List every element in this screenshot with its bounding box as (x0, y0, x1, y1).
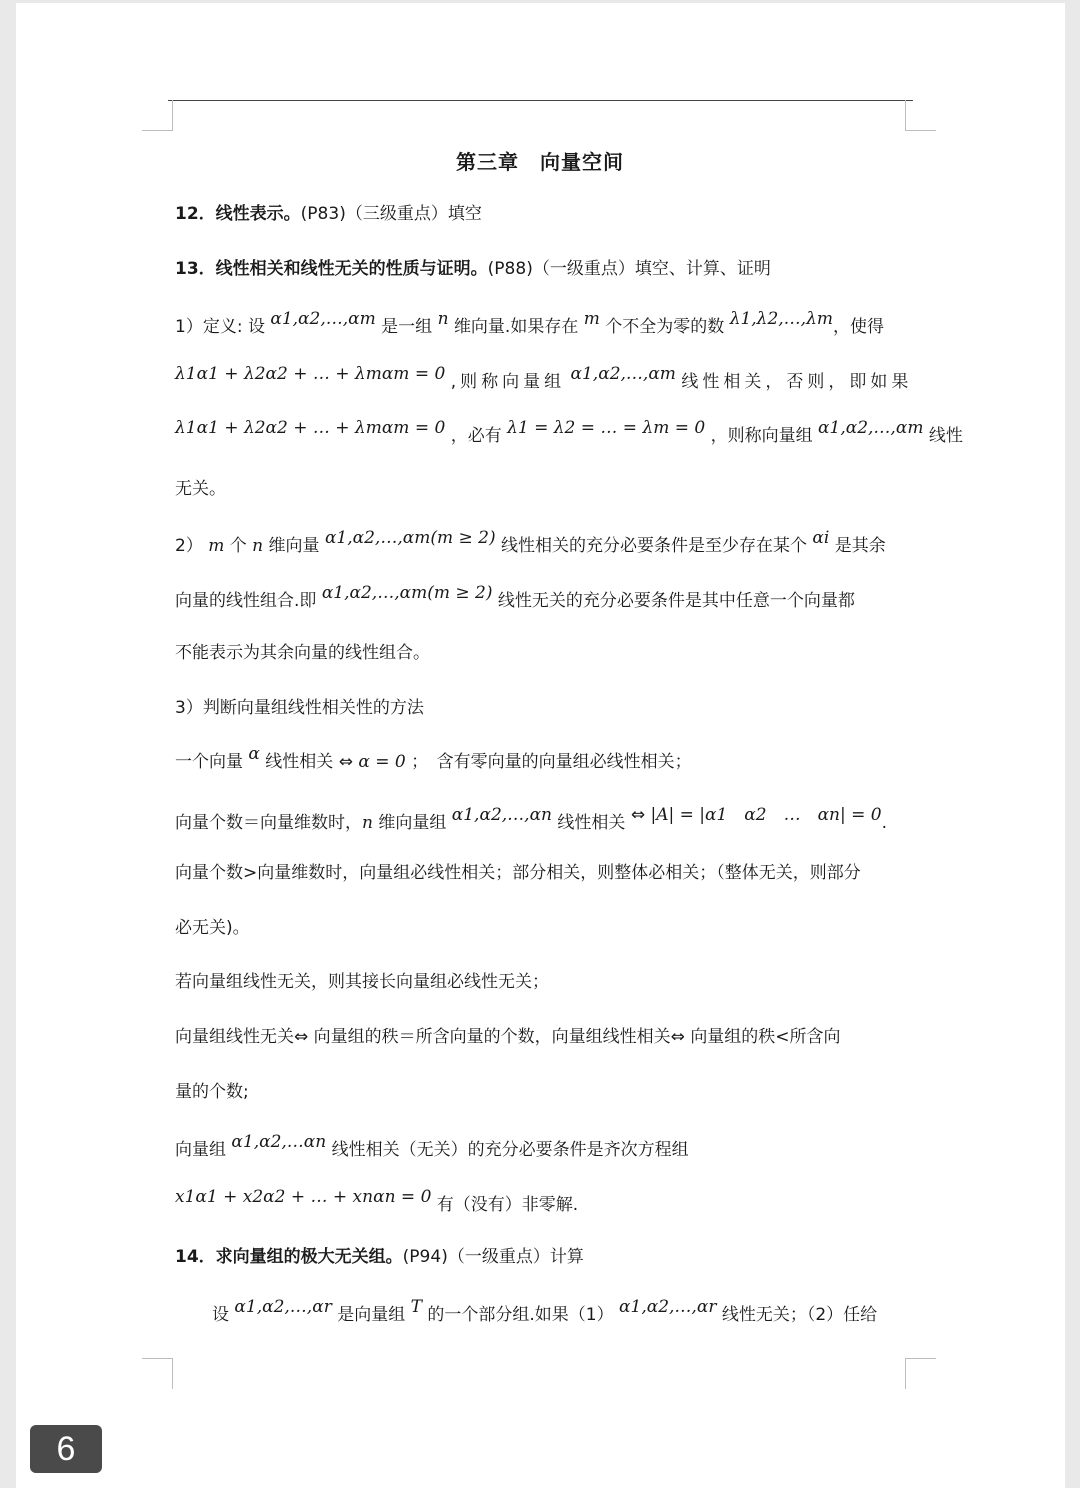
text: ,则称向量组 (450, 372, 566, 392)
math: α1,α2,…,αr (619, 1297, 717, 1317)
math: n (437, 309, 449, 329)
math: T (410, 1297, 422, 1317)
section-heading: 14．求向量组的极大无关组。 (175, 1247, 403, 1267)
chapter-title: 第三章 向量空间 (456, 150, 624, 174)
crop-mark-top-left (142, 100, 173, 131)
text: 线性 (928, 426, 963, 446)
text: 线性相关（无关）的充分必要条件是齐次方程组 (331, 1140, 689, 1160)
text: 向量的线性组合.即 (175, 591, 317, 611)
method-rule-2 (175, 805, 888, 835)
definition-line-2 (175, 364, 913, 394)
text: 线性相关 (265, 752, 334, 772)
section-note: (P83)（三级重点）填空 (300, 204, 482, 224)
math: α1,α2,…,αm(m ≥ 2) (324, 528, 496, 548)
method-rule-7: 量的个数; (175, 1082, 249, 1102)
text: 向量组的秩<所含向 (690, 1027, 841, 1047)
iff-symbol: ⇔ (294, 1027, 309, 1047)
definition-line-1 (175, 309, 884, 339)
iff-symbol: ⇔ (630, 805, 646, 825)
math: α1,α2,…αn (231, 1132, 327, 1152)
text: 维向量组 (378, 813, 447, 833)
math: λ1α1 + λ2α2 + … + λmαm = 0 (175, 418, 446, 438)
math: α1,α2,…,αn (451, 805, 552, 825)
method-rule-8 (175, 1132, 689, 1162)
section-14-line-1 (212, 1297, 878, 1327)
method-heading: 3）判断向量组线性相关性的方法 (175, 698, 424, 718)
crop-mark-bottom-left (142, 1358, 173, 1389)
math: n (362, 813, 373, 833)
method-rule-6 (175, 1025, 841, 1049)
text: ； 含有零向量的向量组必线性相关； (411, 752, 692, 772)
text: ，必有 (450, 426, 502, 446)
text: 线性相关，否则，即如果 (681, 372, 913, 392)
math: λ1 = λ2 = … = λm = 0 (507, 418, 706, 438)
text: 线性无关；（2）任给 (721, 1305, 878, 1325)
math: αi (812, 528, 830, 548)
text: 是一组 (381, 317, 433, 337)
method-rule-5: 若向量组线性无关，则其接长向量组必线性无关； (175, 972, 549, 992)
text: 个不全为零的数 (605, 317, 725, 337)
text: 向量个数＝向量维数时， (175, 813, 362, 833)
method-rule-9 (175, 1187, 579, 1217)
text: 维向量 (268, 536, 320, 556)
text: ，则称向量组 (710, 426, 813, 446)
text: 向量组 (175, 1140, 226, 1160)
section-13 (175, 257, 771, 281)
text: 有（没有）非零解. (436, 1195, 579, 1215)
definition-line-3 (175, 418, 963, 448)
text: 是其余 (834, 536, 886, 556)
section-note: (P88)（一级重点）填空、计算、证明 (487, 259, 771, 279)
property-2-line-1 (175, 528, 886, 558)
text: 线性无关的充分必要条件是其中任意一个向量都 (497, 591, 855, 611)
text: 1）定义: 设 (175, 317, 265, 337)
text: 一个向量 (175, 752, 243, 772)
math: α1,α2,…,αm(m ≥ 2) (321, 583, 493, 603)
text: 个 (229, 536, 247, 556)
math: α = 0 (358, 752, 406, 772)
text: 2） (175, 536, 203, 556)
section-14 (175, 1245, 584, 1269)
crop-mark-bottom-right (905, 1358, 936, 1389)
math: m (208, 536, 225, 556)
text: 的一个部分组.如果（1） (427, 1305, 614, 1325)
text: 线性相关 (557, 813, 626, 833)
text: 线性相关的充分必要条件是至少存在某个 (501, 536, 807, 556)
math: λ1α1 + λ2α2 + … + λmαm = 0 (175, 364, 446, 384)
text: 设 (212, 1305, 229, 1325)
math: x1α1 + x2α2 + … + xnαn = 0 (175, 1187, 432, 1207)
math: α1,α2,…,αm (818, 418, 924, 438)
math: n (252, 536, 264, 556)
math: λ1,λ2,…,λm (729, 309, 833, 329)
method-rule-4: 必无关)。 (175, 918, 250, 938)
header-rule (168, 100, 913, 101)
section-12 (175, 202, 482, 226)
text: . (881, 813, 888, 833)
text: ，使得 (832, 317, 884, 337)
section-note: (P94)（一级重点）计算 (402, 1247, 584, 1267)
math: α1,α2,…,αm (270, 309, 376, 329)
method-rule-3: 向量个数>向量维数时，向量组必线性相关；部分相关，则整体必相关；（整体无关，则部分 (175, 863, 861, 883)
math: m (583, 309, 600, 329)
definition-line-4: 无关。 (175, 479, 226, 499)
method-rule-1 (175, 744, 692, 774)
text: 维向量.如果存在 (453, 317, 579, 337)
section-heading: 13．线性相关和线性无关的性质与证明。 (175, 259, 488, 279)
property-2-line-2 (175, 583, 855, 613)
section-heading: 12．线性表示。 (175, 204, 301, 224)
crop-mark-top-right (905, 100, 936, 131)
math: α1,α2,…,αm (570, 364, 676, 384)
math: α (248, 744, 260, 764)
iff-symbol: ⇔ (670, 1027, 685, 1047)
text: 向量组线性无关 (175, 1027, 294, 1047)
math: α1,α2,…,αr (234, 1297, 332, 1317)
iff-symbol: ⇔ (338, 752, 353, 772)
page-number-badge: 6 (30, 1425, 102, 1473)
determinant: |A| = |α1 α2 … αn| = 0 (650, 805, 882, 825)
text: 是向量组 (337, 1305, 406, 1325)
property-2-line-3: 不能表示为其余向量的线性组合。 (175, 643, 430, 663)
text: 向量组的秩＝所含向量的个数，向量组线性相关 (313, 1027, 671, 1047)
